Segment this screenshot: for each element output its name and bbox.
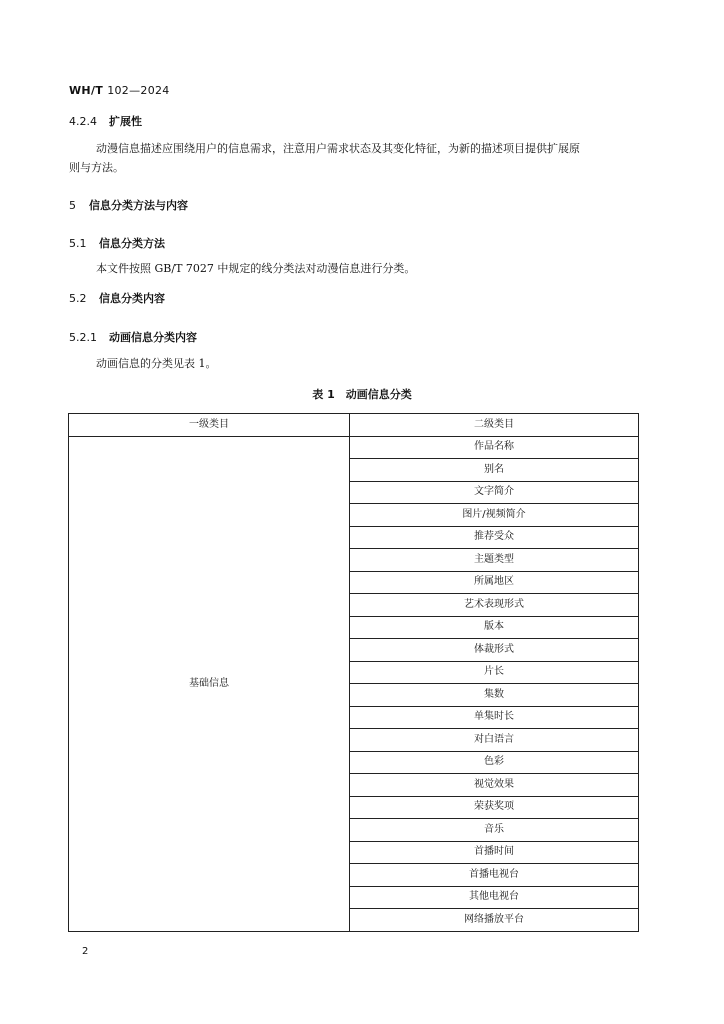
section-number: 5.2.1 [69, 331, 97, 344]
subcategory-cell: 体裁形式 [350, 639, 639, 662]
col-header-level2: 二级类目 [350, 414, 639, 437]
header-prefix: WH/T [69, 84, 104, 97]
section-5-2-heading [69, 290, 165, 306]
section-number: 4.2.4 [69, 115, 97, 128]
section-5-1-paragraph: 本文件按照 GB/T 7027 中规定的线分类法对动漫信息进行分类。 [96, 262, 416, 275]
document-header [69, 84, 170, 97]
subcategory-cell: 音乐 [350, 819, 639, 842]
subcategory-cell: 图片/视频简介 [350, 504, 639, 527]
table-header-row [69, 414, 639, 437]
section-4-2-4-heading [69, 113, 142, 129]
subcategory-cell: 首播电视台 [350, 864, 639, 887]
subcategory-cell: 版本 [350, 616, 639, 639]
subcategory-cell: 视觉效果 [350, 774, 639, 797]
header-code: 102—2024 [107, 84, 170, 97]
section-title: 信息分类内容 [99, 292, 165, 305]
subcategory-cell: 其他电视台 [350, 886, 639, 909]
subcategory-cell: 荣获奖项 [350, 796, 639, 819]
table-body [69, 436, 639, 931]
table-row [69, 436, 639, 459]
subcategory-cell: 网络播放平台 [350, 909, 639, 932]
section-number: 5.2 [69, 292, 87, 305]
subcategory-cell: 作品名称 [350, 436, 639, 459]
section-title: 动画信息分类内容 [109, 331, 197, 344]
section-5-2-1-paragraph: 动画信息的分类见表 1。 [96, 357, 217, 370]
col-header-level1: 一级类目 [69, 414, 350, 437]
section-number: 5.1 [69, 237, 87, 250]
animation-classification-table [68, 413, 639, 932]
table-caption: 表 1 动画信息分类 [312, 388, 412, 401]
subcategory-cell: 主题类型 [350, 549, 639, 572]
subcategory-cell: 推荐受众 [350, 526, 639, 549]
section-4-2-4-paragraph-line2: 则与方法。 [69, 161, 124, 174]
subcategory-cell: 色彩 [350, 751, 639, 774]
section-title: 扩展性 [109, 115, 142, 128]
page-number: 2 [82, 946, 89, 957]
subcategory-cell: 所属地区 [350, 571, 639, 594]
section-4-2-4-paragraph-line1: 动漫信息描述应围绕用户的信息需求，注意用户需求状态及其变化特征，为新的描述项目提供扩展原 [96, 142, 580, 155]
subcategory-cell: 艺术表现形式 [350, 594, 639, 617]
category-cell: 基础信息 [69, 436, 350, 931]
section-title: 信息分类方法与内容 [89, 199, 188, 212]
subcategory-cell: 对白语言 [350, 729, 639, 752]
subcategory-cell: 首播时间 [350, 841, 639, 864]
section-5-1-heading [69, 235, 165, 251]
section-title: 信息分类方法 [99, 237, 165, 250]
subcategory-cell: 片长 [350, 661, 639, 684]
section-number: 5 [69, 199, 76, 212]
section-5-2-1-heading [69, 329, 197, 345]
subcategory-cell: 单集时长 [350, 706, 639, 729]
subcategory-cell: 文字简介 [350, 481, 639, 504]
subcategory-cell: 别名 [350, 459, 639, 482]
subcategory-cell: 集数 [350, 684, 639, 707]
section-5-heading [69, 197, 188, 213]
